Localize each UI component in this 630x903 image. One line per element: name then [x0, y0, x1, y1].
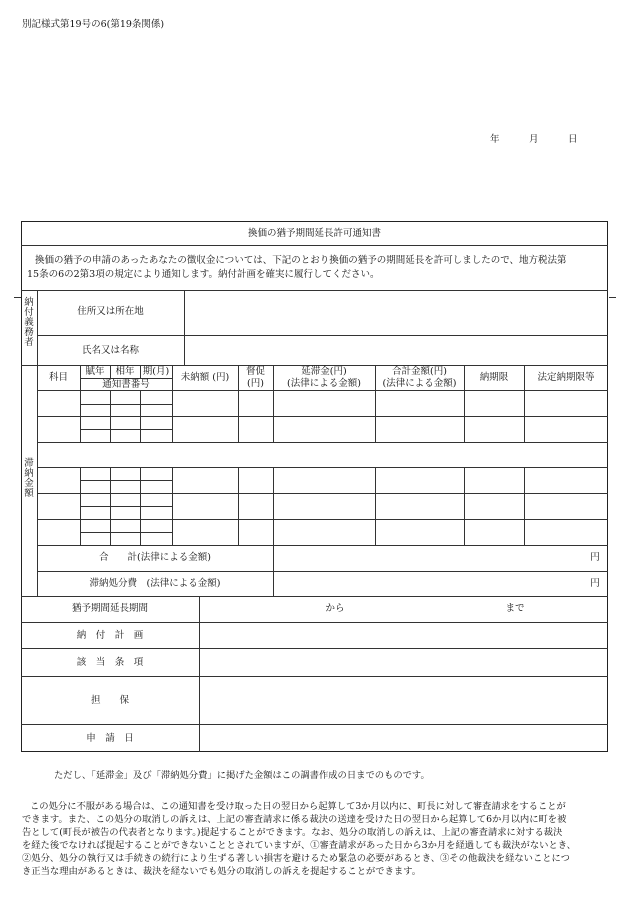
header-notice-no: 通知書番号: [102, 379, 150, 390]
date-day-label: 日: [568, 134, 578, 145]
appeal-line-2: できます。また、この処分の取消しの訴えは、上記の審査請求に係る裁決の送達を受けた日の翌日から起算して6か月以内に町を被: [22, 814, 567, 825]
obligor-group-label: 納付義務者: [24, 297, 34, 348]
address-label: 住所又は所在地: [77, 306, 144, 317]
form-title: 換価の猶予期間延長許可通知書: [247, 228, 381, 239]
date-month-label: 月: [529, 134, 539, 145]
applicable-article-label: 該 当 条 項: [76, 657, 144, 668]
payment-plan-label: 納 付 計 画: [76, 630, 144, 641]
intro-line-1: 換価の猶予の申請のあったあなたの徴収金については、下記のとおり換価の猶予の期間延長を許可しましたので、地方税法第: [35, 255, 567, 266]
disposal-fee-unit: 円: [590, 578, 600, 589]
extension-from: から: [325, 603, 345, 614]
extension-to: まで: [505, 603, 525, 614]
header-demand-fee-2: (円): [247, 378, 264, 389]
header-total-1: 合計金額(円): [392, 366, 447, 377]
disposal-fee-label: 滞納処分費 (法律による金額): [89, 578, 221, 589]
header-legal-due: 法定納期限等: [537, 372, 595, 383]
form-reference: 別記様式第19号の6(第19条関係): [22, 19, 165, 30]
header-late-fee-2: (法律による金額): [287, 378, 361, 389]
appeal-line-5: ②処分、処分の執行又は手続きの続行により生ずる著しい損害を避けるため緊急の必要があるとき、③その他裁決を経ないことにつ: [22, 853, 570, 864]
header-total-2: (法律による金額): [382, 378, 457, 389]
header-item: 科目: [48, 372, 68, 383]
total-label: 合 計(法律による金額): [99, 552, 211, 563]
amount-note: ただし、「延滞金」及び「滞納処分費」に掲げた金額はこの調書作成の日までのものです。: [54, 770, 430, 781]
header-unpaid: 未納額 (円): [180, 372, 230, 383]
extension-period-label: 猶予期間延長期間: [71, 603, 148, 614]
header-demand-fee-1: 督促: [245, 366, 265, 377]
collateral-label: 担 保: [90, 695, 129, 706]
header-assess-year: 相年: [115, 366, 135, 377]
application-date-label: 申 請 日: [86, 733, 134, 744]
name-label: 氏名又は名称: [81, 345, 139, 356]
arrears-group-label: 滞納金額: [24, 458, 34, 499]
appeal-line-3: 告として(町長が被告の代表者となります。)提起することができます。なお、処分の取消しの訴えは、上記の審査請求に対する裁決: [22, 827, 563, 838]
header-late-fee-1: 延滞金(円): [301, 366, 347, 377]
date-year-label: 年: [490, 134, 500, 145]
appeal-line-4: を経た後でなければ提起することができないこととされていますが、①審査請求があった日から3か月を経過しても裁決がないとき、: [22, 840, 576, 851]
intro-line-2: 15条の6の2第3項の規定により通知します。納付計画を確実に履行してください。: [27, 269, 380, 280]
appeal-line-1: この処分に不服がある場合は、この通知書を受け取った日の翌日から起算して3か月以内に、町長に対して審査請求をすることが: [30, 801, 566, 812]
header-period: 期(月): [142, 366, 170, 377]
header-fiscal-year: 賦年: [85, 366, 105, 377]
total-unit: 円: [590, 552, 600, 563]
appeal-line-6: き正当な理由があるときは、裁決を経ないでも処分の取消しの訴えを提起することができます。: [22, 866, 422, 877]
header-due: 納期限: [479, 372, 509, 383]
